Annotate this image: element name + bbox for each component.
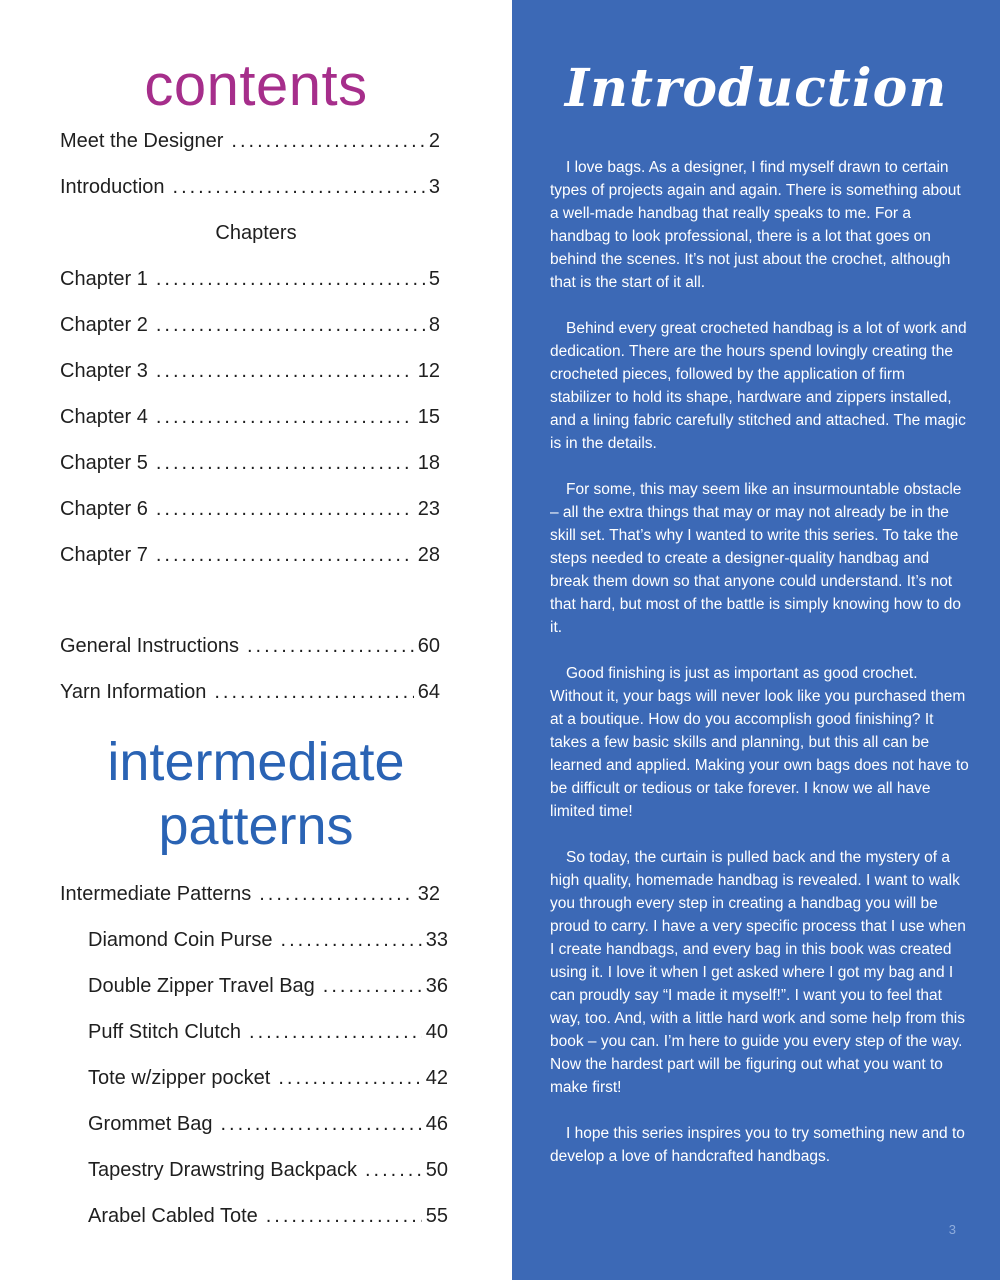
toc-entry-label: Chapter 5: [60, 452, 148, 474]
toc-entry-page: 2: [428, 130, 440, 152]
toc-entry-page: 18: [417, 452, 440, 474]
leader-dots: [231, 130, 424, 153]
toc-entry-label: General Instructions: [60, 635, 239, 657]
intro-paragraph: I hope this series inspires you to try something new and to develop a love of handcrafted handbags.: [550, 1125, 965, 1165]
toc-entry-label: Puff Stitch Clutch: [88, 1021, 242, 1043]
leader-dots: [365, 1159, 422, 1182]
toc-entry-label: Chapter 6: [60, 498, 148, 520]
leader-dots: [156, 406, 414, 429]
toc-entry-page: 42: [425, 1067, 448, 1089]
toc-entry-label: Chapter 7: [60, 544, 148, 566]
intro-paragraph: Good finishing is just as important as good crochet. Without it, your bags will never look like you purchased them at a boutique. How do you accomplish good finishing? It takes a few basic skills and planning, but this all can be learned and applied. Making your own bags does not have to be difficult or tedious or take forever. I know we all have limited time!: [550, 665, 969, 820]
leader-dots: [156, 268, 425, 291]
toc-entry-page: 5: [428, 268, 440, 290]
toc-entry-yarn-information[interactable]: [60, 681, 440, 711]
leader-dots: [173, 176, 425, 199]
leader-dots: [214, 681, 413, 704]
toc-entry-page: 12: [417, 360, 440, 382]
toc-entry-label: Chapter 4: [60, 406, 148, 428]
leader-dots: [249, 1021, 422, 1044]
leader-dots: [220, 1113, 421, 1136]
contents-title: contents: [144, 53, 368, 118]
leader-dots: [278, 1067, 421, 1090]
toc-entry-label: Double Zipper Travel Bag: [88, 975, 315, 997]
toc-entry-chapter-6[interactable]: [60, 498, 440, 528]
toc-entry-label: Diamond Coin Purse: [88, 929, 273, 951]
toc-entry-label: Yarn Information: [60, 681, 207, 703]
leader-dots: [266, 1205, 422, 1228]
toc-entry-page: 15: [417, 406, 440, 428]
toc-entry-page: 50: [425, 1159, 448, 1181]
toc-entry-page: 36: [425, 975, 448, 997]
toc-entry-grommet-bag[interactable]: [88, 1113, 448, 1143]
leader-dots: [156, 314, 425, 337]
toc-entry-page: 23: [417, 498, 440, 520]
toc-entry-page: 64: [417, 681, 440, 703]
page-number: 3: [948, 1222, 956, 1237]
toc-entry-page: 32: [417, 883, 440, 905]
toc-entry-chapter-1[interactable]: [60, 268, 440, 298]
leader-dots: [259, 883, 414, 906]
toc-entry-label: Meet the Designer: [60, 130, 224, 152]
toc-entry-page: 3: [428, 176, 440, 198]
toc-entry-label: Grommet Bag: [88, 1113, 213, 1135]
toc-entry-chapter-3[interactable]: [60, 360, 440, 390]
toc-entry-chapter-7[interactable]: [60, 544, 440, 574]
intro-paragraph: Behind every great crocheted handbag is a lot of work and dedication. There are the hours spend lovingly creating the crocheted pieces, followed by the application of firm stabilizer to hold its shape, hardware and zippers installed, and a lining fabric carefully stitched and attached. The magic is in the details.: [550, 320, 967, 452]
toc-entry-page: 33: [425, 929, 448, 951]
toc-entry-diamond-coin-purse[interactable]: [88, 929, 448, 959]
introduction-body: [550, 156, 970, 1191]
toc-entry-page: 40: [425, 1021, 448, 1043]
toc-entry-puff-stitch-clutch[interactable]: [88, 1021, 448, 1051]
intermediate-title-line-1: intermediate: [107, 732, 405, 792]
toc-entry-general-instructions[interactable]: [60, 635, 440, 665]
toc-entry-introduction[interactable]: [60, 176, 440, 206]
toc-entry-chapter-4[interactable]: [60, 406, 440, 436]
toc-entry-intermediate-patterns[interactable]: [60, 883, 440, 913]
toc-entry-label: Intermediate Patterns: [60, 883, 252, 905]
leader-dots: [323, 975, 422, 998]
toc-entry-meet-the-designer[interactable]: [60, 130, 440, 160]
toc-entry-label: Tapestry Drawstring Backpack: [88, 1159, 357, 1181]
toc-entry-page: 46: [425, 1113, 448, 1135]
leader-dots: [156, 498, 414, 521]
intermediate-title-line-2: patterns: [158, 796, 354, 856]
toc-entry-page: 8: [428, 314, 440, 336]
toc-entry-tapestry-drawstring-backpack[interactable]: [88, 1159, 448, 1189]
intro-paragraph: I love bags. As a designer, I find myself drawn to certain types of projects again and again. There is something about a well-made handbag that really speaks to me. For a handbag to look professional, there is a lot that goes on behind the scenes. It’s not just about the crochet, although that is the start of it all.: [550, 159, 961, 291]
toc-entry-page: 28: [417, 544, 440, 566]
toc-entry-tote-zipper-pocket[interactable]: [88, 1067, 448, 1097]
intro-paragraph: For some, this may seem like an insurmountable obstacle – all the extra things that may or may not already be in the skill set. That’s why I wanted to write this series. To take the steps needed to create a designer-quality handbag and break them down so that anyone could understand. It’s not that hard, but most of the battle is simply knowing how to do it.: [550, 481, 962, 636]
toc-entry-label: Chapter 2: [60, 314, 148, 336]
introduction-title: Introduction: [564, 58, 948, 119]
toc-entry-label: Tote w/zipper pocket: [88, 1067, 271, 1089]
toc-entry-label: Introduction: [60, 176, 165, 198]
leader-dots: [247, 635, 414, 658]
toc-entry-label: Arabel Cabled Tote: [88, 1205, 258, 1227]
toc-entry-page: 55: [425, 1205, 448, 1227]
toc-entry-arabel-cabled-tote[interactable]: [88, 1205, 448, 1235]
toc-entry-double-zipper-travel-bag[interactable]: [88, 975, 448, 1005]
toc-entry-chapter-5[interactable]: [60, 452, 440, 482]
leader-dots: [156, 360, 414, 383]
toc-entry-label: Chapter 1: [60, 268, 148, 290]
toc-entry-label: Chapter 3: [60, 360, 148, 382]
leader-dots: [281, 929, 422, 952]
chapters-heading: Chapters: [215, 222, 297, 244]
toc-entry-chapter-2[interactable]: [60, 314, 440, 344]
leader-dots: [156, 452, 414, 475]
toc-entry-page: 60: [417, 635, 440, 657]
intro-paragraph: So today, the curtain is pulled back and the mystery of a high quality, homemade handbag is revealed. I want to walk you through every step in creating a handbag you will be proud to carry. I have a very specific process that I use when I create handbags, and every bag in this book was created using it. I love it when I get asked where I got my bag and I can proudly say “I made it myself!”. I want you to feel that way, too. And, with a little hard work and some help from this book – you can. I’m here to guide you every step of the way. Now the hardest part will be figuring out what you want to make first!: [550, 849, 966, 1096]
intermediate-patterns-title: [0, 730, 512, 858]
leader-dots: [156, 544, 414, 567]
